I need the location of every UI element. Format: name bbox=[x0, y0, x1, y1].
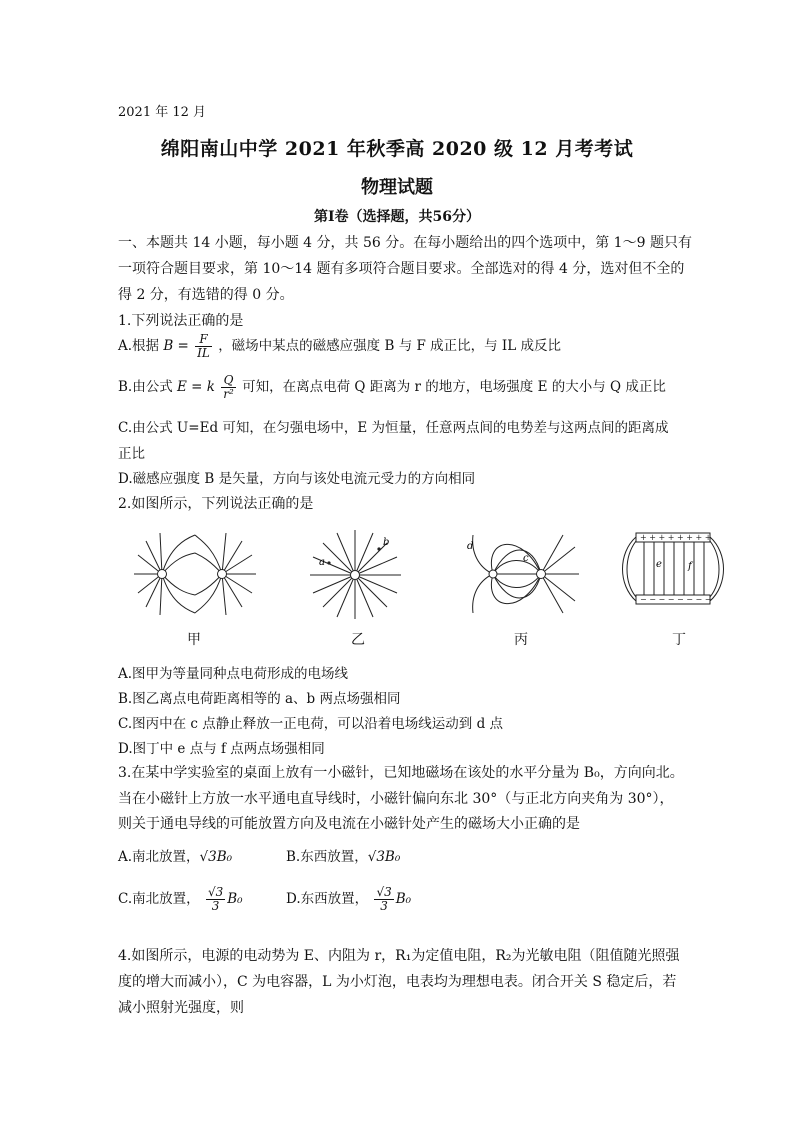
q1-option-a bbox=[118, 333, 561, 360]
q1-b-prefix: B.由公式 bbox=[118, 379, 173, 395]
exam-date: 2021 年 12 月 bbox=[118, 105, 207, 120]
caption-bing: 丙 bbox=[514, 632, 528, 648]
q1-b-fraction bbox=[221, 374, 236, 401]
q1-stem: 1.下列说法正确的是 bbox=[118, 313, 244, 329]
caption-ding: 丁 bbox=[672, 632, 686, 648]
q3-option-c bbox=[118, 886, 243, 913]
instructions-line-2: 一项符合题目要求，第 10～14 题有多项符合题目要求。全部选对的得 4 分，选对但不全的 bbox=[118, 261, 685, 277]
q3-a-label: A.南北放置， bbox=[118, 849, 200, 865]
fig-ding-label-e: e bbox=[656, 559, 662, 570]
q4-stem-line-2: 度的增大而减小），C 为电容器，L 为小灯泡，电表均为理想电表。闭合开关 S 稳定后，若 bbox=[118, 974, 677, 990]
q3-d-label: D.东西放置， bbox=[286, 891, 369, 907]
fig-bing-label-d: d bbox=[467, 541, 474, 552]
q4-stem-line-3: 减小照射光强度，则 bbox=[118, 1000, 244, 1016]
q3-option-d bbox=[286, 886, 411, 913]
q3-c-numerator: √3 bbox=[207, 885, 224, 899]
q4-stem-line-1: 4.如图所示，电源的电动势为 E、内阻为 r，R₁为定值电阻，R₂为光敏电阻（阻值随光照强 bbox=[118, 948, 680, 964]
svg-text:+ + + + + + + +: + + + + + + + + bbox=[640, 533, 712, 542]
q1-b-text: 可知，在离点电荷 Q 距离为 r 的地方，电场强度 E 的大小与 Q 成正比 bbox=[242, 379, 666, 395]
exam-title: 绵阳南山中学 2021 年秋季高 2020 级 12 月考考试 bbox=[160, 138, 634, 160]
q3-d-tail: B₀ bbox=[395, 891, 412, 907]
q1-a-prefix: A.根据 bbox=[118, 338, 160, 354]
q1-a-denominator: IL bbox=[197, 346, 210, 360]
q3-c-tail: B₀ bbox=[227, 891, 243, 907]
q3-b-label: B.东西放置， bbox=[286, 849, 368, 865]
q1-a-numerator: F bbox=[195, 333, 212, 347]
q3-d-fraction bbox=[374, 886, 393, 913]
fig-ding-label-f: f bbox=[688, 561, 692, 572]
fig-bing-label-c: c bbox=[523, 553, 529, 564]
fig-yi-label-b: b bbox=[383, 537, 390, 548]
q1-option-c-line-1: C.由公式 U=Ed 可知，在匀强电场中，E 为恒量，任意两点间的电势差与这两点间的距离成 bbox=[118, 420, 669, 436]
fig-yi-label-a: a bbox=[319, 557, 325, 568]
q1-option-d: D.磁感应强度 B 是矢量，方向与该处电流元受力的方向相同 bbox=[118, 471, 476, 487]
q1-a-formula-lhs: B = bbox=[163, 338, 189, 354]
q1-b-numerator: Q bbox=[221, 374, 236, 388]
caption-jia: 甲 bbox=[187, 632, 201, 648]
q2-option-c: C.图丙中在 c 点静止释放一正电荷，可以沿着电场线运动到 d 点 bbox=[118, 716, 504, 732]
q1-option-c-line-2: 正比 bbox=[118, 446, 145, 462]
q2-option-b: B.图乙离点电荷距离相等的 a、b 两点场强相同 bbox=[118, 691, 401, 707]
q3-a-value: √3B₀ bbox=[199, 849, 233, 865]
q1-a-fraction bbox=[195, 333, 212, 360]
q3-stem-line-2: 当在小磁针上方放一水平通电直导线时，小磁针偏向东北 30°（与正北方向夹角为 30°）， bbox=[118, 791, 674, 807]
q2-option-a: A.图甲为等量同种点电荷形成的电场线 bbox=[118, 666, 349, 682]
figure-ding-parallel-plates bbox=[618, 527, 728, 622]
q3-c-denominator: 3 bbox=[211, 899, 220, 913]
q2-option-d: D.图丁中 e 点与 f 点两点场强相同 bbox=[118, 741, 325, 757]
q1-option-b bbox=[118, 374, 666, 401]
q3-d-denominator: 3 bbox=[380, 899, 388, 913]
q1-b-formula-lhs: E = k bbox=[177, 379, 215, 395]
instructions-line-3: 得 2 分，有选错的得 0 分。 bbox=[118, 287, 294, 303]
q3-option-b bbox=[286, 845, 400, 865]
q3-c-fraction bbox=[206, 886, 225, 913]
figure-jia-like-charges bbox=[130, 527, 260, 622]
q2-stem: 2.如图所示，下列说法正确的是 bbox=[118, 496, 314, 512]
q1-a-text: ，磁场中某点的磁感应强度 B 与 F 成正比，与 IL 成反比 bbox=[218, 338, 562, 354]
figure-bing-opposite-charges bbox=[463, 527, 583, 622]
q3-c-label: C.南北放置， bbox=[118, 891, 200, 907]
caption-yi: 乙 bbox=[351, 632, 365, 648]
q3-stem-line-3: 则关于通电导线的可能放置方向及电流在小磁针处产生的磁场大小正确的是 bbox=[118, 816, 580, 832]
q3-b-value: √3B₀ bbox=[367, 849, 401, 865]
q3-stem-line-1: 3.在某中学实验室的桌面上放有一小磁针，已知地磁场在该处的水平分量为 B₀，方向向北。 bbox=[118, 765, 684, 781]
q1-b-denominator: r² bbox=[223, 387, 234, 401]
q3-option-a bbox=[118, 845, 232, 865]
svg-text:− − − − − − − −: − − − − − − − − bbox=[640, 595, 712, 604]
exam-subject: 物理试题 bbox=[361, 177, 433, 198]
q3-d-numerator: √3 bbox=[376, 885, 392, 899]
section-heading: 第Ⅰ卷（选择题，共56分） bbox=[313, 209, 481, 225]
instructions-line-1: 一、本题共 14 小题，每小题 4 分，共 56 分。在每小题给出的四个选项中，第 1～9 题只有 bbox=[118, 235, 692, 251]
figure-yi-point-charge bbox=[307, 527, 407, 622]
